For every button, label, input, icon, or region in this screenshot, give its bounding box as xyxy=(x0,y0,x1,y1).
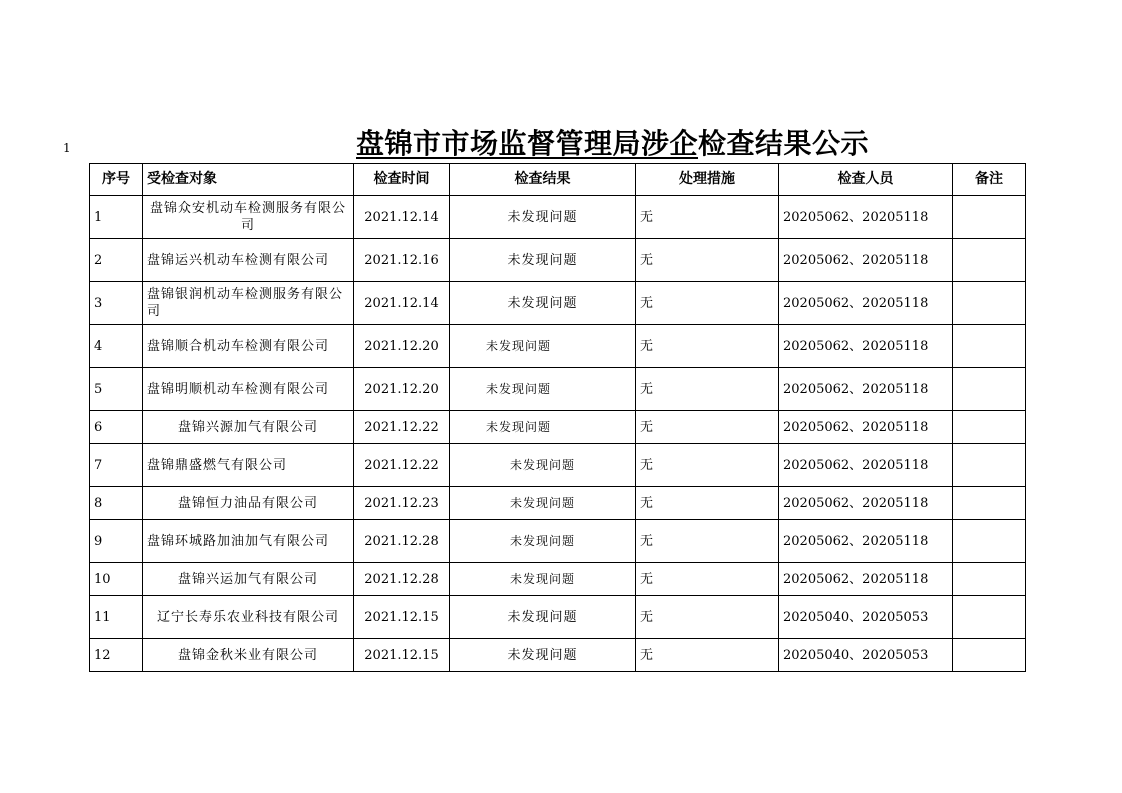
row-entity: 盘锦兴运加气有限公司 xyxy=(143,563,354,596)
row-remark xyxy=(953,325,1026,368)
row-index: 4 xyxy=(90,325,143,368)
row-date: 2021.12.16 xyxy=(354,239,450,282)
row-index: 9 xyxy=(90,520,143,563)
row-entity: 盘锦恒力油品有限公司 xyxy=(143,487,354,520)
row-inspectors: 20205062、20205118 xyxy=(779,196,953,239)
table-row xyxy=(90,520,1026,563)
row-measure: 无 xyxy=(636,520,779,563)
row-entity: 盘锦银润机动车检测服务有限公司 xyxy=(143,282,354,325)
row-result: 未发现问题 xyxy=(450,596,636,639)
row-measure: 无 xyxy=(636,282,779,325)
row-index: 11 xyxy=(90,596,143,639)
row-inspectors: 20205040、20205053 xyxy=(779,639,953,672)
header-inspection-result: 检查结果 xyxy=(450,164,636,196)
row-date: 2021.12.20 xyxy=(354,325,450,368)
row-date: 2021.12.20 xyxy=(354,368,450,411)
row-remark xyxy=(953,563,1026,596)
header-inspectors: 检查人员 xyxy=(779,164,953,196)
table-row xyxy=(90,325,1026,368)
header-inspection-date: 检查时间 xyxy=(354,164,450,196)
header-inspected-entity: 受检查对象 xyxy=(143,164,354,196)
row-measure: 无 xyxy=(636,239,779,282)
table-row xyxy=(90,487,1026,520)
row-date: 2021.12.14 xyxy=(354,282,450,325)
row-measure: 无 xyxy=(636,444,779,487)
row-entity: 盘锦顺合机动车检测有限公司 xyxy=(143,325,354,368)
row-result: 未发现问题 xyxy=(450,368,636,411)
row-remark xyxy=(953,639,1026,672)
row-entity: 盘锦兴源加气有限公司 xyxy=(143,411,354,444)
row-remark xyxy=(953,368,1026,411)
row-measure: 无 xyxy=(636,487,779,520)
row-remark xyxy=(953,239,1026,282)
row-entity: 盘锦众安机动车检测服务有限公司 xyxy=(143,196,354,239)
row-remark xyxy=(953,487,1026,520)
row-date: 2021.12.22 xyxy=(354,444,450,487)
row-remark xyxy=(953,520,1026,563)
row-result: 未发现问题 xyxy=(450,639,636,672)
table-row xyxy=(90,639,1026,672)
row-remark xyxy=(953,282,1026,325)
row-result: 未发现问题 xyxy=(450,563,636,596)
row-date: 2021.12.14 xyxy=(354,196,450,239)
table-row xyxy=(90,196,1026,239)
header-index: 序号 xyxy=(90,164,143,196)
row-inspectors: 20205062、20205118 xyxy=(779,411,953,444)
row-result: 未发现问题 xyxy=(450,444,636,487)
header-remarks: 备注 xyxy=(953,164,1026,196)
table-row xyxy=(90,411,1026,444)
table-row xyxy=(90,239,1026,282)
row-index: 10 xyxy=(90,563,143,596)
title-underlined-part: 盘锦市市场监督管理局涉企 xyxy=(356,127,699,160)
row-measure: 无 xyxy=(636,325,779,368)
table-row xyxy=(90,563,1026,596)
row-entity: 辽宁长寿乐农业科技有限公司 xyxy=(143,596,354,639)
row-inspectors: 20205040、20205053 xyxy=(779,596,953,639)
row-index: 7 xyxy=(90,444,143,487)
row-date: 2021.12.23 xyxy=(354,487,450,520)
row-entity: 盘锦明顺机动车检测有限公司 xyxy=(143,368,354,411)
table-row xyxy=(90,368,1026,411)
row-remark xyxy=(953,444,1026,487)
row-entity: 盘锦运兴机动车检测有限公司 xyxy=(143,239,354,282)
row-measure: 无 xyxy=(636,639,779,672)
row-date: 2021.12.15 xyxy=(354,639,450,672)
row-result: 未发现问题 xyxy=(450,282,636,325)
row-entity: 盘锦环城路加油加气有限公司 xyxy=(143,520,354,563)
table-row xyxy=(90,444,1026,487)
row-index: 3 xyxy=(90,282,143,325)
row-inspectors: 20205062、20205118 xyxy=(779,444,953,487)
row-inspectors: 20205062、20205118 xyxy=(779,520,953,563)
row-index: 5 xyxy=(90,368,143,411)
row-entity: 盘锦金秋米业有限公司 xyxy=(143,639,354,672)
table-row xyxy=(90,596,1026,639)
row-index: 8 xyxy=(90,487,143,520)
row-date: 2021.12.28 xyxy=(354,520,450,563)
row-index: 2 xyxy=(90,239,143,282)
row-inspectors: 20205062、20205118 xyxy=(779,487,953,520)
row-result: 未发现问题 xyxy=(450,520,636,563)
row-entity: 盘锦鼎盛燃气有限公司 xyxy=(143,444,354,487)
page-number: 1 xyxy=(63,141,71,155)
row-result: 未发现问题 xyxy=(450,487,636,520)
row-inspectors: 20205062、20205118 xyxy=(779,282,953,325)
row-inspectors: 20205062、20205118 xyxy=(779,368,953,411)
row-inspectors: 20205062、20205118 xyxy=(779,563,953,596)
row-measure: 无 xyxy=(636,596,779,639)
table-row xyxy=(90,282,1026,325)
row-result: 未发现问题 xyxy=(450,239,636,282)
page-title xyxy=(356,122,869,162)
inspection-results-table xyxy=(89,163,1026,672)
header-measures: 处理措施 xyxy=(636,164,779,196)
row-index: 12 xyxy=(90,639,143,672)
row-inspectors: 20205062、20205118 xyxy=(779,239,953,282)
row-result: 未发现问题 xyxy=(450,411,636,444)
row-date: 2021.12.15 xyxy=(354,596,450,639)
row-remark xyxy=(953,411,1026,444)
row-date: 2021.12.22 xyxy=(354,411,450,444)
row-inspectors: 20205062、20205118 xyxy=(779,325,953,368)
row-index: 6 xyxy=(90,411,143,444)
row-index: 1 xyxy=(90,196,143,239)
row-remark xyxy=(953,196,1026,239)
row-measure: 无 xyxy=(636,563,779,596)
row-date: 2021.12.28 xyxy=(354,563,450,596)
row-result: 未发现问题 xyxy=(450,325,636,368)
row-result: 未发现问题 xyxy=(450,196,636,239)
title-rest-part: 检查结果公示 xyxy=(698,127,870,160)
row-measure: 无 xyxy=(636,196,779,239)
row-remark xyxy=(953,596,1026,639)
table-header-row xyxy=(90,164,1026,196)
row-measure: 无 xyxy=(636,368,779,411)
row-measure: 无 xyxy=(636,411,779,444)
